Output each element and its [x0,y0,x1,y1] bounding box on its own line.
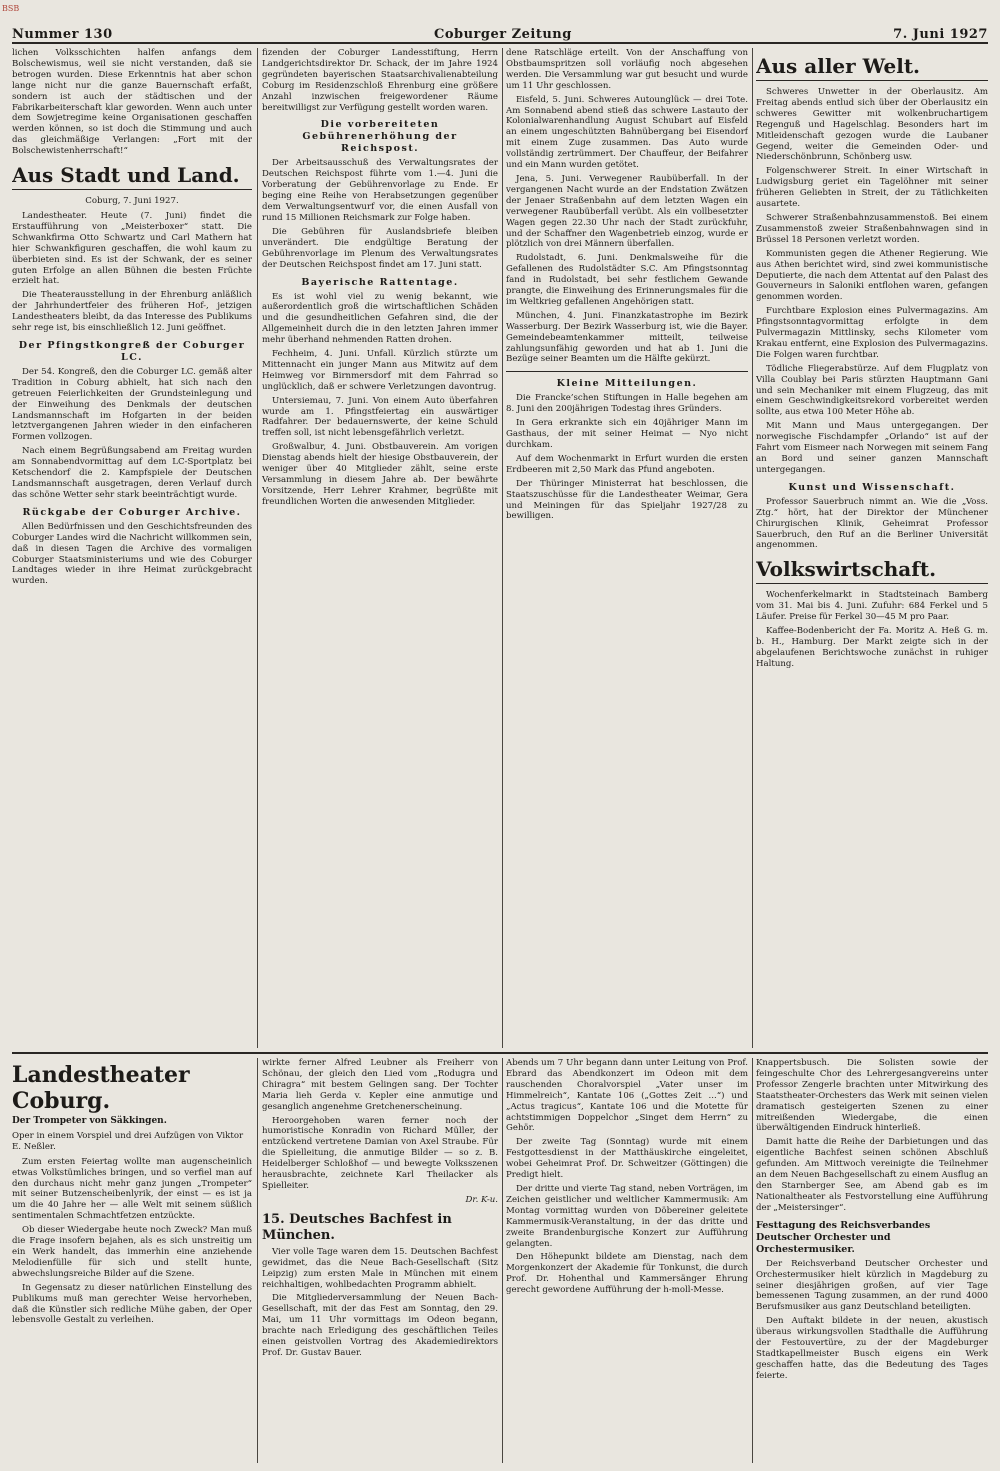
article-text: Heroorgehoben waren ferner noch der humoristische Konradin von Richard Müller, der entzückend vertretene Damian von Axel Straube. Für die Spielleitung, die anmutige Bilder — so z. B. Heidelberger Schloßhof — und bewegte Volksszenen herausbrachte, zeichnete Karl Theilacker als Spielleiter. [262,1115,498,1191]
article-text: Die Gebühren für Auslandsbriefe bleiben unverändert. Die endgültige Beratung der Gebührenvorlage im Plenum des Verwaltungsrates der Deutschen Reichspost findet am 17. Juni statt. [262,226,498,270]
column-2 [262,48,498,1048]
article-text: Die Mitgliederversammlung der Neuen Bach-Gesellschaft, mit der das Fest am Sonntag, den 29. Mai, um 11 Uhr vormittags im Odeon begann, brachte nach Erledigung des geschäftlichen Teiles einen geistvollen Vortrag des Akademiedirektors Prof. Dr. Gustav Bauer. [262,1293,498,1358]
dateline: Coburg, 7. Juni 1927. [85,196,179,207]
article-text: Auf dem Wochenmarkt in Erfurt wurden die ersten Erdbeeren mit 2,50 Mark das Pfund angeboten. [506,453,748,475]
column-1 [12,48,252,1048]
article-meta: Oper in einem Vorspiel und drei Aufzügen von Viktor E. Neßler. [12,1130,244,1152]
article-text: Rudolstadt, 6. Juni. Denkmalsweihe für die Gefallenen des Rudolstädter S.C. Am Pfingstsonntag fand in Rudolstadt, bei sehr festlichem Gewande prangte, die Einweihung des Erinnerungsmales für die im Weltkrieg gefallenen Angehörigen statt. [506,253,748,307]
article-text: Jena, 5. Juni. Verwegener Raubüberfall. In der vergangenen Nacht wurde an der Endstation Zwätzen der Jenaer Straßenbahn auf dem letzten Wagen ein verwegener Raubüberfall verübt. Als ein vollbesetzter Wagen gegen 22.30 Uhr nach der Stadt zurückfuhr, und der Schaffner den Wagenbetrieb einzog, wurde er plötzlich von drei Männern überfallen. [506,173,748,250]
article-text: Der Arbeitsausschuß des Verwaltungsrates der Deutschen Reichspost führte vom 1.—4. Juni die Vorberatung der Gebührenvorlage zu Ende. Er beging eine Reihe von Herabsetzungen gegenüber dem Verwaltungsentwurf vor, die einen Ausfall von rund 15 Millionen Reichsmark zur Folge haben. [262,158,498,223]
article-text: Der zweite Tag (Sonntag) wurde mit einem Festgottesdienst in der Matthäuskirche eingeleitet, wobei Geheimrat Prof. Dr. Schweitzer (Göttingen) die Predigt hielt. [506,1137,748,1181]
article-text: Der Thüringer Ministerrat hat beschlossen, die Staatszuschüsse für die Landestheater Weimar, Gera und Meiningen für das Spieljahr 1927/28 zu bewilligen. [506,478,748,522]
article-text: lichen Volksschichten halfen anfangs dem Bolschewismus, weil sie nicht verstanden, daß sie betrogen wurden. Diese Erkenntnis hat aber schon lange nicht nur die ganze Bauernschaft erfaßt, sondern ist auch der städtischen und der Fabrikarbeiterschaft klar geworden. Wenn auch unter dem Sowjetregime keine Organisationen geschaffen werden können, so ist doch die Stimmung und auch das gleichmäßige Verlangen: „Fort mit der Bolschewistenherrschaft!“ [12,48,252,157]
article-text: Zum ersten Feiertag wollte man augenscheinlich etwas Volkstümliches bringen, und so verfiel man auf den durchaus nicht mehr ganz jungen „Trompeter“ mit seiner Butzenscheibenlyrik, der einst — es ist ja um die 40 Jahre her — alle Welt mit seinem süßlich sentimentalen Schmachtfetzen entzückte. [12,1156,252,1222]
column-3 [506,48,748,1048]
article-heading: Rückgabe der Coburger Archive. [22,506,242,518]
article-title-landestheater: Landestheater Coburg. [12,1062,190,1114]
article-text: Schweres Unwetter in der Oberlausitz. Am Freitag abends entlud sich über der Oberlausitz ein schweres Gewitter mit wolkenbruchartigem Regenguß und Hagelschlag. Besonders hart im Mitleidenschaft gezogen wurde die Laubaner Gegend, weiter die Gemeinden Oder- und Niederschönbrunn, Schönberg usw. [756,87,988,163]
divider [506,371,748,372]
article-text: Furchtbare Explosion eines Pulvermagazins. Am Pfingstsonntagvormittag erfolgte in dem Pulvermagazin Mittlinsky, sechs Kilometer vom Krakau entfernt, eine Explosion des Pulvermagazins. Die Folgen waren furchtbar. [756,306,988,360]
article-text: Den Höhepunkt bildete am Dienstag, nach dem Morgenkonzert der Akademie für Tonkunst, die durch Prof. Dr. Hohenthal und Kammersänger Ehrung gerecht gewordene Aufführung der h-moll-Messe. [506,1252,748,1296]
article-text: Landestheater. Heute (7. Juni) findet die Erstaufführung von „Meisterboxer“ statt. Die Schwankfirma Otto Schwartz und Carl Mathern hat hier Schwankfiguren geschaffen, die wohl kaum zu überbieten sind. Es ist der Schwank, der es seiner guten Erfolge an allen Bühnen die besten Früchte erzielt hat. [12,210,252,287]
article-subtitle: Der Trompeter von Säkkingen. [12,1116,167,1126]
article-text: Wochenferkelmarkt in Stadtsteinach Bamberg vom 31. Mai bis 4. Juni. Zufuhr: 684 Ferkel und 5 Läufer. Preise für Ferkel 30—45 M pro Paar. [756,590,988,623]
lower-column-4 [756,1058,988,1463]
article-text: Ob dieser Wiedergabe heute noch Zweck? Man muß die Frage insofern bejahen, als es sich unstreitig um ein Werk handelt, das immerhin eine anziehende Melodienfülle für sich und stellt hunte, abwechslungsreiche Bilder auf die Szene. [12,1225,252,1279]
section-heading-stadt-land: Aus Stadt und Land. [12,163,252,190]
article-text: Schwerer Straßenbahnzusammenstoß. Bei einem Zusammenstoß zweier Straßenbahnwagen sind in Brüssel 18 Personen verletzt worden. [756,212,988,245]
article-text: Die Francke’schen Stiftungen in Halle begehen am 8. Juni den 200jährigen Todestag ihres Gründers. [506,393,748,415]
article-text: fizenden der Coburger Landesstiftung, Herrn Landgerichtsdirektor Dr. Schack, der im Jahre 1924 gegründeten bayerischen Staatsarchivalienabteilung Coburg im Residenzschloß Ehrenburg eine größere Anzahl inzwischen freigewordener Räume bereitwilligst zur Verfügung gestellt worden waren. [262,48,498,113]
article-heading: Der Pfingstkongreß der Coburger LC. [18,339,246,363]
lower-column-2 [262,1058,498,1463]
article-text: Untersiemau, 7. Juni. Von einem Auto überfahren wurde am 1. Pfingstfeiertag ein auswärtiger Radfahrer. Der bedauernswerte, der keine Schuld treffen soll, ist nicht lebensgefährlich verletzt. [262,395,498,439]
article-text: Es ist wohl viel zu wenig bekannt, wie außerordentlich groß die wirtschaftlichen Schäden und die gesundheitlichen Gefahren sind, die der Allgemeinheit durch die in den letzten Jahren immer mehr überhand nehmenden Ratten drohen. [262,291,498,346]
article-text: Kommunisten gegen die Athener Regierung. Wie aus Athen berichtet wird, sind zwei kommunistische Deputierte, die nach dem Attentat auf den Palast des Gouverneurs in Saloniki entflohen waren, gefangen genommen worden. [756,248,988,303]
feuilleton-rule [12,1052,988,1054]
column-rule [502,1058,503,1463]
issue-number: Nummer 130 [12,27,113,42]
masthead [12,20,988,44]
article-text: In Gegensatz zu dieser natürlichen Einstellung des Publikums muß man gerechter Weise hervorheben, daß die Künstler sich redliche Mühe gaben, der Oper lebensvolle Gestalt zu verleihen. [12,1282,252,1326]
article-text: Der Reichsverband Deutscher Orchester und Orchestermusiker hielt kürzlich in Magdeburg zu seiner diesjährigen großen, auf vier Tage bemessenen Tagung zusammen, an der rund 4000 Berufsmusiker aus ganz Deutschland beteiligten. [756,1258,988,1313]
article-text: Großwalbur, 4. Juni. Obstbauverein. Am vorigen Dienstag abends hielt der hiesige Obstbauverein, der weniger über 40 Mitglieder zählt, seine erste Versammlung in diesem Jahre ab. Der bewährte Vorsitzende, Herr Lehrer Krahmer, begrüßte mit freundlichen Worten die anwesenden Mitglieder. [262,442,498,507]
article-text: dene Ratschläge erteilt. Von der Anschaffung von Obstbaumspritzen soll vorläufig noch abgesehen werden. Die Versammlung war gut besucht und wurde um 11 Uhr geschlossen. [506,48,748,91]
article-heading: Kunst und Wissenschaft. [788,481,956,493]
article-text: Vier volle Tage waren dem 15. Deutschen Bachfest gewidmet, das die Neue Bach-Gesellschaft (Sitz Leipzig) zum ersten Male in München mit einem reichhaltigen, wohlbedachten Programm abhielt. [262,1246,498,1290]
column-rule [752,48,753,1048]
article-text: In Gera erkrankte sich ein 40jähriger Mann im Gasthaus, der mit seiner Heimat — Nyo nicht durchkam. [506,418,748,450]
article-text: Eisfeld, 5. Juni. Schweres Autounglück — drei Tote. Am Sonnabend abend stieß das schwere Lastauto der Kolonialwarenhandlung August Schubart auf Eisfeld an einem ungeschützten Bahnübergang bei Eisendorf mit einem Zuge zusammen. Das Auto wurde vollständig zertrümmert. Der Chauffeur, der Beifahrer und ein Mann wurden getötet. [506,94,748,171]
lower-column-3 [506,1058,748,1463]
column-rule [752,1058,753,1463]
lower-column-1 [12,1058,252,1463]
article-text: Die Theaterausstellung in der Ehrenburg anläßlich der Jahrhundertfeier des früheren Hof-, jetzigen Landestheaters bleibt, da das Interesse des Publikums sehr rege ist, bis einschließlich 12. Juni geöffnet. [12,290,252,334]
article-text: wirkte ferner Alfred Leubner als Freiherr von Schönau, der gleich den Lied vom „Rodugra und Chiragra“ mit bestem Gelingen sang. Der Tochter Maria lieh Gerda v. Kepler eine anmutige und gesanglich angenehme Gretchenerscheinung. [262,1058,498,1112]
article-text: Abends um 7 Uhr begann dann unter Leitung von Prof. Ebrard das Abendkonzert im Odeon mit dem rauschenden Choralvorspiel „Vater unser im Himmelreich“, Kantate 106 („Gottes Zeit ...“) und „Actus tragicus“, Kantate 106 und die Motette für achtstimmigen Doppelchor „Singet dem Herrn“ zu Gehör. [506,1058,748,1134]
article-text: Knappertsbusch. Die Solisten sowie der feingeschulte Chor des Lehrergesangvereins unter Professor Zengerle brachten unter Mitwirkung des Staatstheater-Orchesters das Werk mit seinen vielen dramatisch gesteigerten Szenen zu einer mitreißenden Wiedergabe, die einen überwältigenden Eindruck hinterließ. [756,1058,988,1134]
column-4 [756,48,988,1048]
section-heading-volkswirtschaft: Volkswirtschaft. [756,557,988,584]
article-title-festtagung: Festtagung des Reichsverbandes Deutscher Orchester und Orchestermusiker. [756,1219,931,1255]
issue-date: 7. Juni 1927 [893,27,988,42]
article-text: Allen Bedürfnissen und den Geschichtsfreunden des Coburger Landes wird die Nachricht willkommen sein, daß in diesen Tagen die Archive des vormaligen Coburger Staatsministeriums und wie des Coburger Landtages wieder in ihre Heimat zurückgebracht wurden. [12,521,252,587]
paper-name: Coburger Zeitung [433,27,572,42]
article-text: Tödliche Fliegerabstürze. Auf dem Flugplatz von Villa Coublay bei Paris stürzten Hauptmann Gani und sein Mechaniker mit einem Flugzeug, das mit einem Geschwindigkeitsrekord vorbereitet werden sollte, aus etwa 100 Meter Höhe ab. [756,363,988,418]
article-text: München, 4. Juni. Finanzkatastrophe im Bezirk Wasserburg. Der Bezirk Wasserburg ist, wie die Bayer. Gemeindebeamtenkammer mitteilt, teilweise zahlungsunfähig geworden und hat ab 1. Juni die Bezüge seiner Beamten um die Hälfte gekürzt. [506,310,748,365]
article-title-bachfest: 15. Deutsches Bachfest in München. [262,1211,452,1243]
article-heading: Kleine Mitteilungen. [556,378,698,390]
article-text: Damit hatte die Reihe der Darbietungen und das eigentliche Bachfest seinen schönen Abschluß gefunden. Am Mittwoch vereinigte die Teilnehmer an dem Neuen Bachgesellschaft zu einem Ausflug an den Starnberger See, am Abend gab es im Nationaltheater als Festvorstellung eine Aufführung der „Meistersinger“. [756,1137,988,1213]
author-signature: Dr. K-u. [465,1194,498,1205]
article-heading: Bayerische Rattentage. [301,276,459,288]
column-rule [257,1058,258,1463]
article-text: Kaffee-Bodenbericht der Fa. Moritz A. Heß G. m. b. H., Hamburg. Der Markt zeigte sich in der abgelaufenen Berichtswoche zunächst in ruhiger Haltung. [756,626,988,669]
article-text: Der dritte und vierte Tag stand, neben Vorträgen, im Zeichen geistlicher und weltlicher Kammermusik: Am Montag vormittag wurden von Döbereiner geleitete Kammermusik-Veranstaltung, in der das dritte und zweite Brandenburgische Konzert zur Aufführung gelangten. [506,1183,748,1249]
article-text: Professor Sauerbruch nimmt an. Wie die „Voss. Ztg.“ hört, hat der Direktor der Münchener Chirurgischen Klinik, Geheimrat Professor Sauerbruch, den Ruf an die Berliner Universität angenommen. [756,496,988,551]
article-text: Folgenschwerer Streit. In einer Wirtschaft in Ludwigsburg geriet ein Tagelöhner mit seiner früheren Geliebten in Streit, der zu Tätlichkeiten ausartete. [756,166,988,210]
column-rule [502,48,503,1048]
library-stamp: BSB [2,4,20,13]
article-text: Nach einem Begrüßungsabend am Freitag wurden am Sonnabendvormittag auf dem LC-Sportplatz bei Ketschendorf die 2. Kampfspiele der Deutschen Landsmannschaft ausgetragen, deren Verlauf durch das schöne Wetter sehr stark beeinträchtigt wurde. [12,446,252,500]
article-text: Fechheim, 4. Juni. Unfall. Kürzlich stürzte um Mittennacht ein junger Mann aus Mitwitz auf dem Heimweg vor Birnmersdorf mit dem Fahrrad so unglücklich, daß er schwere Verletzungen davontrug. [262,349,498,392]
column-rule [257,48,258,1048]
article-text: Mit Mann und Maus untergegangen. Der norwegische Fischdampfer „Orlando“ ist auf der Fahrt vom Eismeer nach Norwegen mit seinem Fang an Bord und seiner ganzen Mannschaft untergegangen. [756,421,988,475]
section-heading-aus-aller-welt: Aus aller Welt. [756,54,988,81]
article-heading: Die vorbereiteten Gebührenerhöhung der Reichspost. [302,119,458,155]
article-text: Der 54. Kongreß, den die Coburger LC. gemäß alter Tradition in Coburg abhielt, hat sich nach den getreuen Feierlichkeiten der Grundsteinlegung und der Einweihung des Denkmals der deutschen Landsmannschaft im Hofgarten in der beiden letztvergangenen Jahren wieder in den einfacheren Formen vollzogen. [12,366,252,443]
article-text: Den Auftakt bildete in der neuen, akustisch überaus wirkungsvollen Stadthalle die Aufführung der Festouvertüre, zu der der Magdeburger Stadtkapellmeister Busch eigens ein Werk geschaffen hatte, das die Bedeutung des Tages feierte. [756,1316,988,1381]
